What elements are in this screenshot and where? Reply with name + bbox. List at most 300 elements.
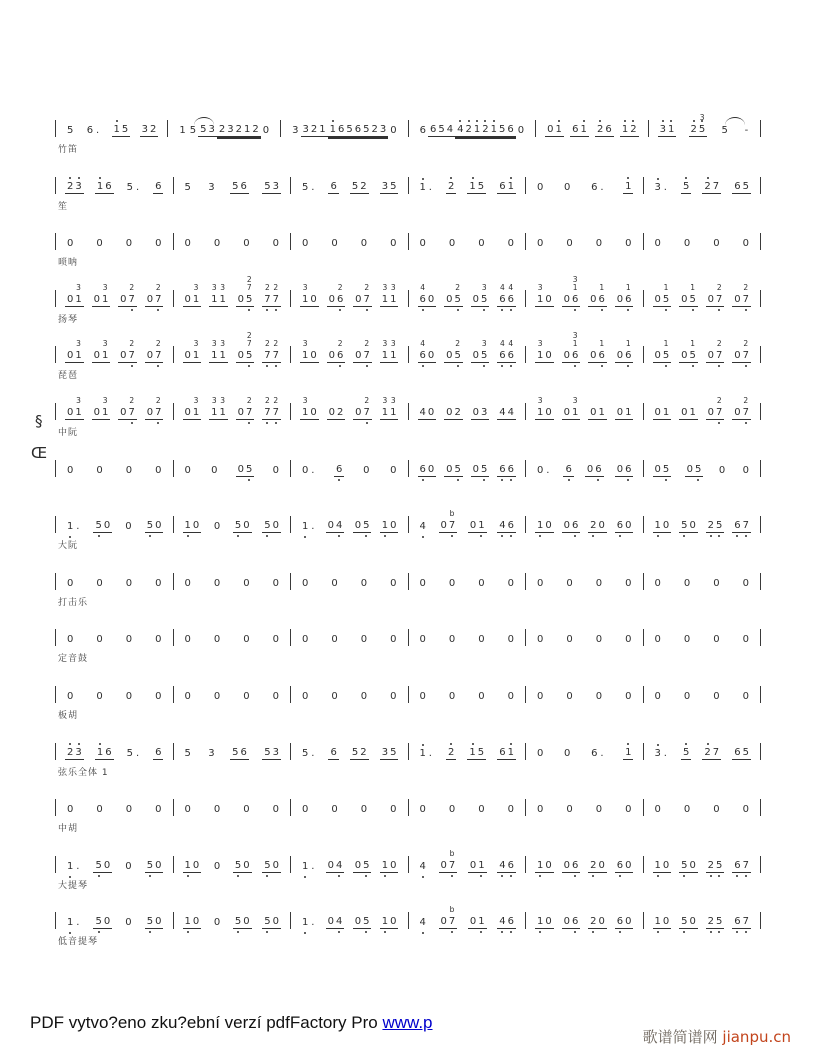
note-token xyxy=(594,804,604,816)
octave-dot-below xyxy=(501,535,503,537)
note-token xyxy=(125,748,142,760)
note-token xyxy=(615,916,634,929)
note-digit: 3 xyxy=(292,125,299,136)
note-token xyxy=(418,804,428,816)
octave-dot-below xyxy=(237,931,239,933)
note-digit: 1 xyxy=(655,520,661,531)
octave-dot-below xyxy=(480,535,482,537)
note-token xyxy=(418,917,428,929)
note-token xyxy=(183,804,193,816)
note-digit: 4 xyxy=(420,521,426,532)
note-digit: 7 2 xyxy=(129,350,135,361)
note-digit: . xyxy=(311,861,315,872)
note-digit: 5 xyxy=(742,747,749,758)
note-digit: 0 xyxy=(448,238,456,249)
note-digit: 0 xyxy=(537,578,544,589)
note-digit: 6 xyxy=(155,747,162,758)
octave-dot-below xyxy=(718,875,720,877)
octave-dot-below xyxy=(266,309,268,311)
octave-dot-above xyxy=(657,744,659,746)
note-digit: 0 xyxy=(478,238,485,249)
octave-dot-below xyxy=(422,536,424,538)
note-token xyxy=(271,804,281,816)
note-token xyxy=(353,396,372,420)
chord-upper-notes: 2 xyxy=(455,283,461,292)
measure xyxy=(56,851,173,873)
note-digit: 0 xyxy=(419,238,426,249)
note-token xyxy=(145,520,164,533)
note-token xyxy=(92,396,111,420)
note-digit: 1 xyxy=(478,916,484,927)
note-digit: 7 2 xyxy=(155,350,161,361)
note-token xyxy=(439,905,458,929)
note-token xyxy=(588,916,607,929)
note-digit: 1 3 xyxy=(101,396,109,418)
note-digit: 1 xyxy=(625,747,631,758)
note-token xyxy=(65,861,82,873)
note-token xyxy=(300,521,317,533)
note-digit: 1 xyxy=(382,860,388,871)
note-digit: 0 xyxy=(243,578,250,589)
note-token xyxy=(562,860,581,873)
note-digit: 0 xyxy=(545,350,552,361)
stave-row xyxy=(55,275,761,335)
octave-dot-above xyxy=(624,120,626,122)
note-digit: 0 xyxy=(713,804,720,815)
note-digit: 0 xyxy=(545,520,552,531)
note-digit: 7 2 xyxy=(264,407,270,418)
note-digit: 1 3 xyxy=(101,339,109,361)
octave-dot-below xyxy=(304,876,306,878)
note-digit: 1 xyxy=(67,917,73,928)
chord-upper-notes: 3 xyxy=(193,283,199,292)
note-digit: 0 xyxy=(448,691,456,702)
note-digit: 5 xyxy=(695,464,701,475)
note-digit: 1 3 xyxy=(537,396,544,418)
note-digit: 0 xyxy=(616,407,624,418)
note-digit: 6 xyxy=(605,124,612,135)
note-digit: 1 xyxy=(598,407,605,418)
note-digit: 7 2 xyxy=(155,294,161,305)
note-token xyxy=(444,283,463,307)
measure xyxy=(174,568,291,590)
octave-dot-above xyxy=(583,120,585,122)
note-token xyxy=(588,520,607,533)
note-digit: 0 xyxy=(272,465,279,476)
note-token xyxy=(329,238,339,250)
chord-upper-notes: b xyxy=(449,849,455,858)
note-token xyxy=(682,578,692,590)
note-token xyxy=(595,124,614,137)
note-digit: 3 xyxy=(141,124,149,135)
note-digit: 3 xyxy=(272,747,279,758)
note-digit: . xyxy=(428,182,432,193)
note-digit: 0 xyxy=(742,691,749,702)
note-digit: 0 xyxy=(155,520,162,531)
note-token xyxy=(271,465,281,477)
chord-upper-notes: 3 xyxy=(537,396,543,405)
octave-dot-below xyxy=(627,479,629,481)
note-digit: 0 xyxy=(662,520,670,531)
measure xyxy=(56,794,173,816)
measure xyxy=(644,172,761,194)
note-token xyxy=(497,283,516,307)
note-token xyxy=(418,182,435,194)
note-digit: 6 xyxy=(734,181,741,192)
note-digit: 0 xyxy=(192,916,200,927)
note-token xyxy=(300,691,310,703)
octave-dot-below xyxy=(574,365,576,367)
barline xyxy=(760,856,761,873)
note-digit: 0 xyxy=(272,691,279,702)
measure xyxy=(291,568,408,590)
octave-dot-below xyxy=(149,875,151,877)
note-token xyxy=(564,804,574,816)
octave-dot-above xyxy=(685,177,687,179)
note-digit: 0 xyxy=(354,860,362,871)
octave-dot-above xyxy=(510,177,512,179)
note-digit: 5 xyxy=(302,748,309,759)
note-token xyxy=(262,339,281,363)
note-token xyxy=(183,238,193,250)
note-digit: 7 xyxy=(743,860,749,871)
barline xyxy=(760,120,761,137)
chord-upper-notes: 1 xyxy=(625,339,631,348)
note-token xyxy=(439,849,458,873)
note-digit: 0 xyxy=(213,804,221,815)
notation-line xyxy=(55,331,761,363)
measure xyxy=(174,228,291,250)
note-digit: 0 xyxy=(184,804,191,815)
measure xyxy=(174,738,291,760)
note-digit: 2 xyxy=(466,124,472,135)
note-token xyxy=(589,748,606,760)
note-token xyxy=(300,917,317,929)
note-token xyxy=(418,748,435,760)
site-watermark xyxy=(643,1026,791,1047)
note-digit: 0 xyxy=(419,634,426,645)
chord-upper-notes: 3 xyxy=(220,396,226,405)
note-digit: 0 xyxy=(262,125,270,136)
octave-dot-below xyxy=(745,875,747,877)
note-token xyxy=(682,238,692,250)
measure xyxy=(409,511,526,533)
note-token xyxy=(653,634,663,646)
note-token xyxy=(428,124,455,137)
note-digit: 0 xyxy=(545,294,552,305)
chord-upper-notes: 3 xyxy=(102,396,108,405)
pdf-notice-text: PDF vytvo?eno zku?ební verzí pdfFactory Pro xyxy=(30,1013,383,1032)
octave-dot-below xyxy=(98,931,100,933)
note-token xyxy=(236,331,255,363)
octave-dot-below xyxy=(366,309,368,311)
note-token xyxy=(497,407,516,420)
note-digit: 6 xyxy=(572,124,579,135)
note-digit: 0 xyxy=(272,520,279,531)
note-token xyxy=(241,804,251,816)
measure xyxy=(409,398,526,420)
octave-dot-below xyxy=(457,365,459,367)
note-digit: 0 xyxy=(681,350,688,361)
note-token xyxy=(153,634,163,646)
chord-upper-notes: 3 xyxy=(102,283,108,292)
note-digit: 5 3 xyxy=(481,350,487,361)
note-token xyxy=(620,124,639,137)
octave-dot-below xyxy=(510,535,512,537)
octave-dot-below xyxy=(657,535,659,537)
note-token xyxy=(262,181,281,194)
note-digit: . xyxy=(311,521,315,532)
note-digit: 0 xyxy=(507,691,514,702)
note-digit: 2 xyxy=(708,860,714,871)
note-digit: 0 xyxy=(125,917,132,928)
note-token xyxy=(112,124,131,137)
note-digit: 1 3 xyxy=(192,396,200,418)
stave-row xyxy=(55,794,761,844)
measure xyxy=(174,794,291,816)
note-digit: 1 xyxy=(302,861,308,872)
note-digit: 5 1 xyxy=(689,294,695,305)
note-digit: . xyxy=(76,521,80,532)
note-digit: 3 xyxy=(75,181,81,192)
note-token xyxy=(497,860,516,873)
barline xyxy=(760,912,761,929)
measure xyxy=(291,341,408,363)
note-digit: 6 xyxy=(572,520,578,531)
note-digit: 0 xyxy=(93,407,100,418)
pdf-trial-notice xyxy=(30,1013,433,1033)
note-digit: 1 3 xyxy=(390,339,397,361)
measure xyxy=(174,331,291,363)
note-token xyxy=(468,860,487,873)
octave-dot-above xyxy=(662,120,664,122)
note-token xyxy=(388,634,398,646)
chord-upper-notes: 2 xyxy=(337,339,343,348)
octave-dot-above xyxy=(99,743,101,745)
note-token xyxy=(233,860,252,873)
note-digit: 0 xyxy=(327,860,335,871)
note-digit: 6 xyxy=(591,748,598,759)
measure xyxy=(526,275,643,307)
note-digit: 0 xyxy=(184,238,191,249)
note-digit: 5 xyxy=(681,860,687,871)
note-digit: 5 xyxy=(189,125,197,136)
chord-upper-notes: 2 xyxy=(743,283,749,292)
note-token xyxy=(183,748,193,760)
note-token xyxy=(388,465,398,477)
measure xyxy=(56,568,173,590)
measure xyxy=(649,115,760,137)
measure xyxy=(526,511,643,533)
note-digit: 3 xyxy=(75,747,81,758)
note-digit: 0 xyxy=(563,916,570,927)
note-token xyxy=(564,691,574,703)
note-token xyxy=(124,804,134,816)
note-digit: 0 xyxy=(440,916,447,927)
note-token xyxy=(653,520,672,533)
note-digit: 0 xyxy=(563,350,570,361)
note-digit: 7 2 xyxy=(273,294,279,305)
note-digit: 5 xyxy=(390,747,397,758)
chord-upper-notes: 1 xyxy=(625,283,631,292)
note-token xyxy=(93,916,112,929)
note-digit: 0 xyxy=(125,804,133,815)
note-digit: 0 xyxy=(742,634,749,645)
measure xyxy=(56,907,173,929)
note-token xyxy=(623,747,633,760)
measure xyxy=(174,681,291,703)
note-digit: 3 xyxy=(381,747,389,758)
measure xyxy=(644,568,761,590)
note-token xyxy=(212,634,222,646)
note-digit: 1 xyxy=(556,124,562,135)
measure xyxy=(56,228,173,250)
note-digit: 0 xyxy=(683,578,691,589)
octave-dot-below xyxy=(480,931,482,933)
note-token xyxy=(497,747,516,760)
note-digit: 0 xyxy=(67,465,74,476)
note-digit: 0 xyxy=(146,350,154,361)
note-token xyxy=(93,520,112,533)
measure xyxy=(174,907,291,929)
note-digit: 6 xyxy=(430,124,437,135)
note-digit: 1 3 xyxy=(381,339,389,361)
octave-dot-below xyxy=(98,875,100,877)
octave-dot-below xyxy=(339,365,341,367)
note-digit: 5 xyxy=(716,520,722,531)
note-digit: 1 xyxy=(179,125,186,136)
note-digit: 2 xyxy=(67,181,73,192)
note-token xyxy=(535,634,545,646)
note-token xyxy=(350,747,369,760)
note-digit: 7 2 xyxy=(364,350,370,361)
octave-dot-above xyxy=(476,120,478,122)
note-token xyxy=(564,578,574,590)
note-digit: 1 xyxy=(537,916,543,927)
note-digit: 3 xyxy=(302,124,309,135)
pdffactory-link[interactable]: www.p xyxy=(382,1013,433,1032)
note-digit: 2 xyxy=(704,747,710,758)
note-digit: 1 xyxy=(662,407,670,418)
note-digit: 2 xyxy=(482,124,488,135)
note-token xyxy=(328,124,389,137)
note-token xyxy=(418,339,437,363)
note-token xyxy=(212,691,222,703)
note-digit: 5 xyxy=(184,748,191,759)
note-token xyxy=(145,916,164,929)
note-token xyxy=(570,124,589,137)
note-token xyxy=(506,578,516,590)
note-digit: 1 xyxy=(580,124,586,135)
note-digit: 6 1 xyxy=(625,350,631,361)
measure xyxy=(56,624,173,646)
note-digit: 0 xyxy=(272,578,279,589)
note-digit: 0 xyxy=(390,916,397,927)
note-token xyxy=(706,520,725,533)
note-token xyxy=(183,283,202,307)
note-digit: 0 xyxy=(734,407,741,418)
note-token xyxy=(742,125,751,137)
note-digit: 0 xyxy=(662,860,670,871)
note-digit: 2 xyxy=(590,860,596,871)
octave-dot-below xyxy=(501,931,503,933)
note-token xyxy=(262,860,281,873)
note-digit: 0 xyxy=(707,350,715,361)
notation-line xyxy=(55,511,761,533)
chord-upper-notes: 2 xyxy=(246,396,252,405)
barline xyxy=(760,743,761,760)
note-token xyxy=(594,634,604,646)
chord-upper-notes: 3 xyxy=(193,339,199,348)
note-token xyxy=(506,238,516,250)
note-token xyxy=(183,339,202,363)
note-digit: 0 xyxy=(310,350,317,361)
note-token xyxy=(94,804,104,816)
note-digit: 0 xyxy=(184,578,191,589)
octave-dot-below xyxy=(338,535,340,537)
note-digit: 7 2 xyxy=(246,407,252,418)
octave-dot-above xyxy=(422,178,424,180)
note-digit: 6 xyxy=(419,125,427,136)
notation-line xyxy=(55,228,761,250)
octave-dot-below xyxy=(510,309,512,311)
chord-upper-notes: 2 xyxy=(273,339,279,348)
note-token xyxy=(476,804,486,816)
octave-dot-below xyxy=(627,365,629,367)
note-digit: 5 xyxy=(721,125,728,136)
note-digit: 1 xyxy=(185,916,191,927)
instrument-label: 竹笛 xyxy=(58,145,79,155)
octave-dot-below xyxy=(266,875,268,877)
chord-upper-notes: 2 xyxy=(265,339,270,348)
octave-dot-below xyxy=(275,365,277,367)
note-token xyxy=(702,181,721,194)
octave-dot-below xyxy=(304,536,306,538)
note-digit: 0 xyxy=(469,520,477,531)
note-token xyxy=(535,804,545,816)
note-digit: 5 3 xyxy=(481,294,487,305)
note-digit: 5 xyxy=(147,520,153,531)
measure xyxy=(174,455,291,477)
note-digit: 0 xyxy=(419,804,426,815)
note-token xyxy=(93,860,112,873)
note-digit: 6 xyxy=(565,464,571,475)
note-digit: . xyxy=(135,182,140,193)
note-digit: 1 xyxy=(185,860,191,871)
octave-dot-below xyxy=(692,365,694,367)
note-digit: 2 xyxy=(448,181,454,192)
note-digit: 4 xyxy=(499,916,505,927)
octave-dot-below xyxy=(601,365,603,367)
note-token xyxy=(350,181,369,194)
octave-dot-above xyxy=(670,120,672,122)
note-token xyxy=(300,238,310,250)
note-digit: 0 xyxy=(472,464,480,475)
note-digit: 0 xyxy=(566,691,573,702)
note-token xyxy=(535,748,545,760)
note-digit: 0 xyxy=(125,465,133,476)
note-digit: 5 xyxy=(499,124,506,135)
note-token xyxy=(145,339,164,363)
note-token xyxy=(562,275,581,307)
note-digit: 0 xyxy=(681,294,688,305)
octave-dot-below xyxy=(131,365,133,367)
note-digit: 0 xyxy=(67,350,74,361)
note-token xyxy=(183,578,193,590)
measure xyxy=(526,738,643,760)
watermark-chinese: 歌谱简谱网 xyxy=(642,1028,718,1046)
note-digit: 1 xyxy=(469,181,475,192)
